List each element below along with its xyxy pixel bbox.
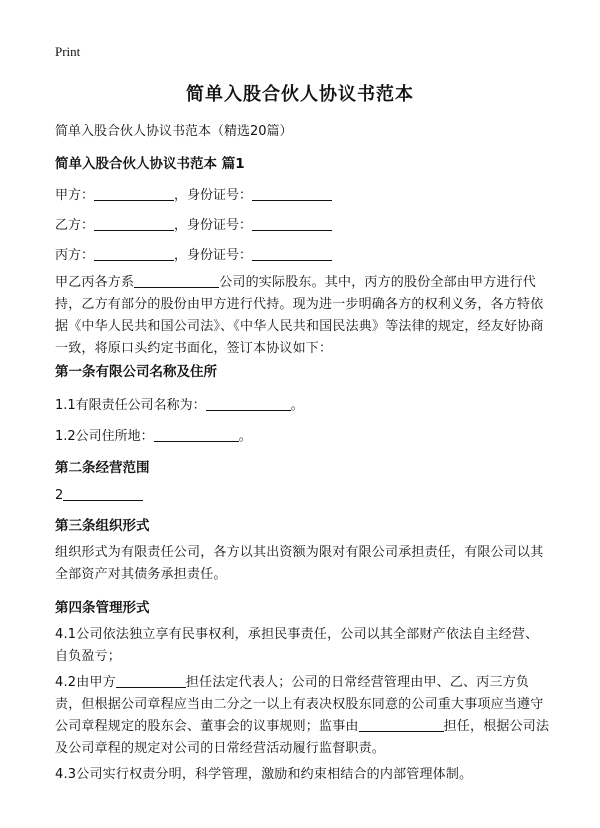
- blank-field: [134, 273, 219, 288]
- print-link[interactable]: Print: [55, 44, 81, 59]
- article-4-title: 第四条管理形式: [55, 600, 150, 616]
- clause-text: 2: [55, 488, 64, 503]
- blank-field: [154, 427, 239, 442]
- clause-text: 1.2公司住所地：: [55, 429, 154, 444]
- party-line-a: [55, 184, 332, 203]
- clause-text: 1.1有限责任公司名称为：: [55, 398, 206, 413]
- clause-text: 担任法定代表人；公司的日常经营管理由甲、乙、丙三方负责，但根据公司章程应当由二分之一以上有表决权股东同意的公司重大事项应当遵守公司章程规定的股东会、董事会的议事规则；监事由: [55, 675, 544, 734]
- article-3-title: 第三条组织形式: [55, 518, 150, 534]
- party-label: 乙方：: [55, 218, 95, 233]
- article-2-title: 第二条经营范围: [55, 460, 150, 476]
- blank-field: [94, 186, 174, 201]
- party-line-b: [55, 214, 332, 233]
- intro-rest: 公司的实际股东。其中，丙方的股份全部由甲方进行代持，乙方有部分的股份由甲方进行代持。现为进一步明确各方的权利义务，各方特依据《中华人民共和国公司法》、《中华人民共和国民法典》等法律的规定，经友好协商一致，将原口头约定书面化，签订本协议如下：: [55, 275, 544, 356]
- clause-1-2: [55, 425, 252, 444]
- blank-field: [252, 216, 332, 231]
- clause-4-1: 4.1公司依法独立享有民事权利，承担民事责任，公司以其全部财产依法自主经营、自负盈亏；: [55, 627, 539, 664]
- blank-field: [252, 246, 332, 261]
- document-subtitle: 简单入股合伙人协议书范本（精选20篇）: [55, 124, 293, 139]
- party-label: 丙方：: [55, 248, 95, 263]
- clause-2: [55, 486, 143, 503]
- intro-start: 甲乙丙各方系: [55, 275, 135, 290]
- party-label: 甲方：: [55, 188, 95, 203]
- blank-field: [252, 186, 332, 201]
- id-label: ，身份证号：: [174, 248, 253, 263]
- clause-1-1: [55, 394, 304, 413]
- clause-end: 。: [290, 398, 304, 413]
- clause-end: 。: [238, 429, 252, 444]
- clause-4-3: 4.3公司实行权责分明，科学管理，激励和约束相结合的内部管理体制。: [55, 767, 473, 782]
- blank-field: [94, 216, 174, 231]
- id-label: ，身份证号：: [174, 188, 253, 203]
- section-heading: 简单入股合伙人协议书范本 篇1: [55, 156, 245, 172]
- page-title: 简单入股合伙人协议书范本: [186, 84, 414, 105]
- clause-text: 担任，根据公司法及公司章程的规定对公司的日常经营活动履行监督职责。: [55, 719, 550, 756]
- blank-field: [116, 673, 186, 688]
- article-1-title: 第一条有限公司名称及住所: [55, 364, 217, 380]
- article-3-text: 组织形式为有限责任公司，各方以其出资额为限对有限公司承担责任，有限公司以其全部资产对其债务承担责任。: [55, 545, 544, 582]
- blank-field: [206, 396, 291, 411]
- blank-field: [63, 486, 143, 501]
- id-label: ，身份证号：: [174, 218, 253, 233]
- clause-text: 4.2由甲方: [55, 675, 116, 690]
- blank-field: [359, 717, 444, 732]
- clause-4-2: [55, 672, 550, 760]
- blank-field: [94, 246, 174, 261]
- intro-paragraph: [55, 272, 550, 360]
- party-line-c: [55, 244, 332, 263]
